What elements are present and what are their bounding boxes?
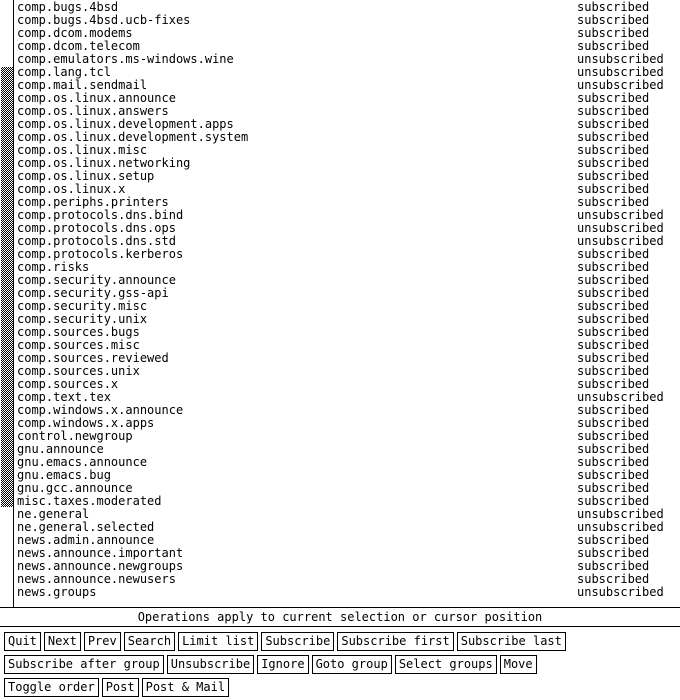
toggle-order-button[interactable]: Toggle order xyxy=(4,678,99,697)
subscription-status: subscribed xyxy=(577,169,650,183)
subscription-status: subscribed xyxy=(577,533,650,547)
newsgroup-name: comp.protocols.dns.std xyxy=(17,234,176,248)
subscription-status: subscribed xyxy=(577,468,650,482)
newsgroup-list[interactable] xyxy=(17,1,677,599)
newsgroup-name: comp.os.linux.answers xyxy=(17,104,169,118)
move-button[interactable]: Move xyxy=(500,655,537,674)
subscription-status: subscribed xyxy=(577,403,650,417)
newsgroup-name: comp.os.linux.announce xyxy=(17,91,176,105)
newsgroup-name: ne.general.selected xyxy=(17,520,155,534)
newsgroup-name: news.groups xyxy=(17,585,97,599)
subscription-status: subscribed xyxy=(577,156,650,170)
subscription-status: subscribed xyxy=(577,182,650,196)
subscription-status: subscribed xyxy=(577,416,650,430)
newsgroup-name: comp.sources.unix xyxy=(17,364,140,378)
subscription-status: unsubscribed xyxy=(577,52,664,66)
button-row-1 xyxy=(4,632,569,651)
newsgroup-name: news.announce.newusers xyxy=(17,572,176,586)
limit-list-button[interactable]: Limit list xyxy=(178,632,258,651)
newsgroup-name: comp.mail.sendmail xyxy=(17,78,148,92)
newsgroup-name: comp.os.linux.development.apps xyxy=(17,117,234,131)
newsgroup-name: comp.dcom.telecom xyxy=(17,39,140,53)
goto-group-button[interactable]: Goto group xyxy=(312,655,392,674)
newsgroup-name: ne.general xyxy=(17,507,90,521)
subscription-status: subscribed xyxy=(577,117,650,131)
newsgroup-name: comp.os.linux.setup xyxy=(17,169,155,183)
subscription-status: subscribed xyxy=(577,559,650,573)
subscription-status: subscribed xyxy=(577,143,650,157)
newsgroup-name: control.newgroup xyxy=(17,429,133,443)
newsgroup-name: comp.bugs.4bsd xyxy=(17,0,119,14)
unsubscribe-button[interactable]: Unsubscribe xyxy=(167,655,254,674)
subscribe-after-group-button[interactable]: Subscribe after group xyxy=(4,655,164,674)
subscription-status: subscribed xyxy=(577,130,650,144)
subscription-status: unsubscribed xyxy=(577,390,664,404)
newsgroup-name: news.announce.important xyxy=(17,546,184,560)
subscription-status: subscribed xyxy=(577,442,650,456)
newsgroup-name: comp.protocols.kerberos xyxy=(17,247,184,261)
vertical-scrollbar[interactable] xyxy=(0,0,14,607)
subscription-status: unsubscribed xyxy=(577,520,664,534)
search-button[interactable]: Search xyxy=(124,632,175,651)
post-and-mail-button[interactable]: Post & Mail xyxy=(142,678,229,697)
subscribe-button[interactable]: Subscribe xyxy=(261,632,334,651)
newsgroup-name: comp.protocols.dns.bind xyxy=(17,208,184,222)
newsgroup-name: comp.risks xyxy=(17,260,90,274)
newsgroup-name: news.announce.newgroups xyxy=(17,559,184,573)
newsgroup-name: comp.security.gss-api xyxy=(17,286,169,300)
newsgroup-name: comp.os.linux.misc xyxy=(17,143,148,157)
subscription-status: subscribed xyxy=(577,572,650,586)
subscription-status: subscribed xyxy=(577,195,650,209)
subscription-status: subscribed xyxy=(577,364,650,378)
button-row-3 xyxy=(4,678,232,697)
subscription-status: unsubscribed xyxy=(577,208,664,222)
newsgroup-name: comp.lang.tcl xyxy=(17,65,111,79)
subscription-status: subscribed xyxy=(577,455,650,469)
newsgroup-row[interactable] xyxy=(17,586,677,599)
newsgroup-name: comp.windows.x.announce xyxy=(17,403,184,417)
newsgroup-name: gnu.announce xyxy=(17,442,104,456)
newsgroup-name: gnu.emacs.bug xyxy=(17,468,111,482)
subscription-status: subscribed xyxy=(577,260,650,274)
subscription-status: subscribed xyxy=(577,351,650,365)
subscription-status: unsubscribed xyxy=(577,507,664,521)
scrollbar-thumb[interactable] xyxy=(1,67,13,507)
newsgroup-name: gnu.gcc.announce xyxy=(17,481,133,495)
newsgroup-name: comp.sources.misc xyxy=(17,338,140,352)
button-row-2 xyxy=(4,655,540,674)
newsgroup-name: comp.dcom.modems xyxy=(17,26,133,40)
subscription-status: unsubscribed xyxy=(577,65,664,79)
newsgroup-name: comp.security.misc xyxy=(17,299,148,313)
newsgroup-name: comp.security.announce xyxy=(17,273,176,287)
subscription-status: subscribed xyxy=(577,377,650,391)
subscription-status: subscribed xyxy=(577,0,650,14)
subscription-status: subscribed xyxy=(577,286,650,300)
newsgroup-name: comp.sources.x xyxy=(17,377,119,391)
newsgroup-name: comp.text.tex xyxy=(17,390,111,404)
newsgroup-name: comp.os.linux.networking xyxy=(17,156,191,170)
subscription-status: unsubscribed xyxy=(577,78,664,92)
newsgroup-name: misc.taxes.moderated xyxy=(17,494,162,508)
newsgroup-name: comp.periphs.printers xyxy=(17,195,169,209)
newsgroup-name: comp.emulators.ms-windows.wine xyxy=(17,52,234,66)
subscription-status: subscribed xyxy=(577,546,650,560)
newsgroup-name: news.admin.announce xyxy=(17,533,155,547)
newsgroup-name: comp.os.linux.x xyxy=(17,182,126,196)
subscription-status: subscribed xyxy=(577,429,650,443)
newsgroup-name: comp.security.unix xyxy=(17,312,148,326)
status-line: Operations apply to current selection or cursor position xyxy=(0,607,680,627)
subscription-status: subscribed xyxy=(577,91,650,105)
subscription-status: subscribed xyxy=(577,273,650,287)
subscribe-first-button[interactable]: Subscribe first xyxy=(337,632,453,651)
subscription-status: unsubscribed xyxy=(577,221,664,235)
subscription-status: subscribed xyxy=(577,481,650,495)
newsgroup-name: gnu.emacs.announce xyxy=(17,455,148,469)
subscription-status: unsubscribed xyxy=(577,234,664,248)
subscription-status: subscribed xyxy=(577,299,650,313)
next-button[interactable]: Next xyxy=(44,632,81,651)
subscription-status: subscribed xyxy=(577,13,650,27)
ignore-button[interactable]: Ignore xyxy=(257,655,308,674)
post-button[interactable]: Post xyxy=(102,678,139,697)
newsgroup-name: comp.windows.x.apps xyxy=(17,416,155,430)
subscription-status: subscribed xyxy=(577,312,650,326)
subscription-status: subscribed xyxy=(577,325,650,339)
subscription-status: subscribed xyxy=(577,104,650,118)
subscription-status: subscribed xyxy=(577,26,650,40)
subscription-status: subscribed xyxy=(577,39,650,53)
subscribe-last-button[interactable]: Subscribe last xyxy=(457,632,566,651)
subscription-status: subscribed xyxy=(577,494,650,508)
select-groups-button[interactable]: Select groups xyxy=(395,655,497,674)
quit-button[interactable]: Quit xyxy=(4,632,41,651)
prev-button[interactable]: Prev xyxy=(84,632,121,651)
subscription-status: unsubscribed xyxy=(577,585,664,599)
newsgroup-name: comp.sources.bugs xyxy=(17,325,140,339)
subscription-status: subscribed xyxy=(577,247,650,261)
newsgroup-name: comp.os.linux.development.system xyxy=(17,130,249,144)
newsgroup-name: comp.protocols.dns.ops xyxy=(17,221,176,235)
subscription-status: subscribed xyxy=(577,338,650,352)
newsgroup-name: comp.sources.reviewed xyxy=(17,351,169,365)
newsgroup-name: comp.bugs.4bsd.ucb-fixes xyxy=(17,13,191,27)
